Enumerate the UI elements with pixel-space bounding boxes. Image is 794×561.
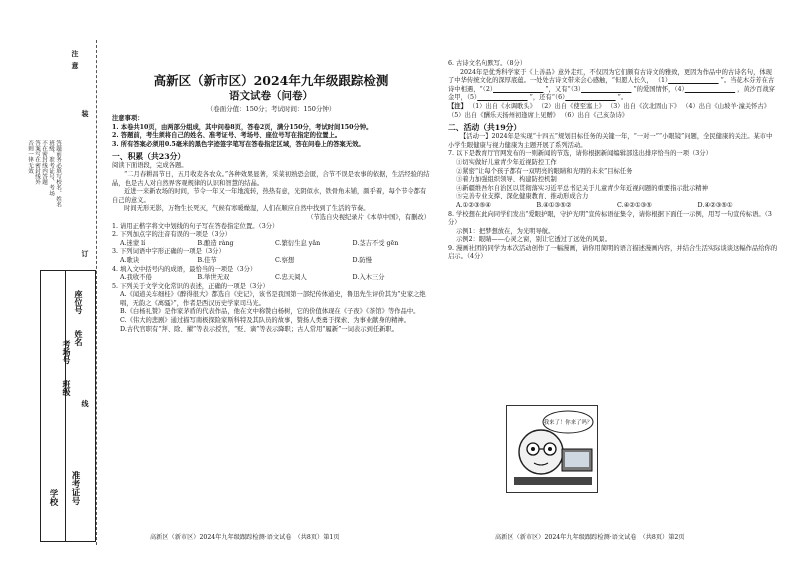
section-heading: 二、活动（共19分） [448, 123, 522, 133]
q6-text [448, 69, 778, 103]
q6-lead: 2024年是优秀科学家于《上善品》意外走红，不仅因为它们颇有古诗文的雅致，更因为作品中的古诗名句，体现了中华传统文化的深厚底蕴。一处处古诗文带来会心感触，“但愿人长久， [448, 68, 772, 85]
note-item: （1）出自《水调歌头》 [468, 102, 536, 110]
option: D.防慢 [352, 256, 372, 264]
binding-strip [0, 0, 104, 561]
exam-title: 高新区（新市区）2024年九年级跟踪检测 [153, 73, 389, 88]
exam-number-label: 准考证号 [70, 471, 80, 505]
option: D.茎吉不受 gēn [352, 239, 399, 247]
option: C.忠天阅人 [275, 274, 307, 282]
exam-subtitle: 语文试卷（问卷） [229, 90, 313, 102]
notes-line [448, 103, 778, 120]
q5-option-b: B.《白杨礼赞》是作家茅盾的代表作品，他在文中称赞白杨树，它的价值体现在《子夜》《茶馆》等作品中。 [120, 308, 420, 316]
passage-paragraph: “二月春耕昌节日，五月收麦各农众。”各种效果显著，采菜初熟恐会匿，合节不误是农事的依据，生活经验的结晶，也是古人对自然界客观规律的认识和智慧的结晶。 [112, 170, 430, 187]
name-label: 姓名 [74, 330, 84, 346]
option: C.繁衍生息 yǎn [275, 239, 321, 247]
question-4: 4. 填入文中括号内的成语，最恰当的一项是（3分） [112, 265, 257, 273]
option: C.察想 [275, 256, 295, 264]
blank-6: ”，还有“（6） [529, 94, 566, 102]
bind-word: 订 [81, 250, 90, 257]
question-9: 9. 漫画社团的同学为本次活动创作了一幅漫画，请你用简明的语言描述漫画内容，并结合生活实际谈谈这幅作品给你的启示。（4分） [448, 244, 778, 261]
q8-example-2: 示例2：眼睛——心灵之窗，别让它透过了远处的风景。 [456, 236, 612, 244]
cartoon-bubble-text: 我来了！你来了吗？ [543, 420, 593, 426]
q7-item: ②紧密“让每个孩子都有一双明亮的眼睛和光明的未来”目标任务 [456, 167, 633, 175]
page-footer-right: 高新区（新市区）2024年九年级跟踪检测·语文试卷 （共8页）第2页 [495, 534, 685, 541]
class-label: 班级 [62, 380, 72, 396]
left-column [112, 48, 430, 334]
note-item: （3）出自《次北固山下》 [606, 102, 681, 110]
note-item: （5）出自《酬乐天扬州初逢席上见赠》 [448, 111, 560, 119]
option: D.入木三分 [352, 274, 385, 282]
passage-paragraph: 时间无形无影，万物生长死灭，气候有寒暖燥湿，人们在顺应自然中找到了生活的节奏。 [124, 205, 370, 213]
bind-word: 意 [71, 62, 80, 69]
section-heading: 一、积累（共23分） [112, 152, 186, 162]
binding-note: 否则一律无效 [27, 140, 33, 174]
question-5: 5. 下列关于文学文化常识的表述，正确的一项是（3分） [112, 282, 269, 290]
cartoon-illustration [506, 405, 598, 493]
reading-intro: 阅读下面语段，完成各题。 [112, 162, 188, 170]
q4-options [112, 274, 430, 283]
binding-note: 答题前务必填写校名、姓名 [55, 140, 61, 208]
q3-options [112, 257, 430, 266]
bind-word: 装 [81, 110, 90, 117]
question-8: 8. 学校想在此向同学们发出“爱眼护眼，守护光明”宣传标语征集令，请你根据下面任一示例，用写一句宣传标语。（3分） [448, 210, 772, 227]
q7-item: ③着力加强组织领导、构建防控机制 [456, 176, 557, 184]
q6-end: ”。 [617, 94, 628, 102]
divider [65, 271, 66, 541]
bind-word: 注 [71, 50, 80, 57]
notice-heading: 注意事项： [112, 115, 144, 122]
binding-dashed-line [96, 40, 97, 545]
cartoon-drawing [506, 405, 598, 493]
seat-label: 座位号 [74, 290, 84, 314]
right-column [448, 60, 778, 262]
note-item: （2）出自《使至塞上》 [537, 102, 605, 110]
passage-source: （节选自央视纪录片《本草中国》，有删改） [307, 213, 430, 221]
question-6: 6. 古诗文名句默写。（8分） [448, 60, 527, 67]
binding-note: 班级、准考证号、考场 [48, 140, 54, 196]
bind-word: 线 [81, 400, 90, 407]
notice-item: 3. 所有答案必须用0.5毫米的黑色字迹签字笔写在答卷指定区域，答在问卷上的答案无效。 [112, 140, 365, 148]
q7-options [448, 202, 778, 211]
blank-5: ，黄沙百战穿金甲，（5） [448, 85, 775, 102]
blank-3: ”，又有“（3） [545, 85, 582, 93]
option: A.迷蒙 lí [120, 239, 146, 247]
q7-item: ⑤完善专业支撑、深化健康教育、推动形成合力 [456, 193, 589, 201]
notice-item: 1. 本卷共10页，由两部分组成，其中问卷8页，答卷2页，满分150分，考试时间150分钟。 [112, 123, 373, 131]
option: A.我收不倦 [120, 274, 152, 282]
binding-note: 答案写在密封线外 [34, 140, 40, 185]
option: A.歌诀 [120, 256, 140, 264]
q5-option-a: A.《闻道关车细桂》《醉得很大》都选自《史记》，该书是我国第一部纪传体通史，鲁迅先生评价其为“史家之绝唱，无韵之《离骚》”，作者是西汉历史学家司马光。 [120, 291, 426, 307]
question-1: 1. 请用正楷字将文中划线的句子写在答卷指定位置。（3分） [112, 222, 279, 230]
blank-2: ”。当花木芬芳在古诗中相遇，“（2） [448, 77, 775, 93]
blank-1: （1） [654, 77, 669, 85]
note-item: （6）出自《己亥杂诗》 [561, 111, 629, 119]
blank-4: ”的爱国情怀，（4） [633, 85, 685, 93]
option: D.④②③⑤① [697, 201, 733, 209]
option: B.酿造 ràng [197, 239, 234, 247]
notes-heading: 【注】 [448, 102, 467, 110]
question-2: 2. 下列加点字的注音有误的一项是（3分） [112, 231, 232, 239]
q8-example-1: 示例1：把梦想放在，为光明导航。 [456, 227, 555, 235]
student-id-box[interactable] [40, 270, 96, 542]
page-footer-left: 高新区（新市区）2024年九年级跟踪检测·语文试卷 （共8页）第1页 [150, 534, 340, 541]
question-3: 3. 下列词语中字形正确的一项是（3分） [112, 248, 225, 256]
q7-item: ①切实做好儿童青少年近视防控工作 [456, 158, 557, 166]
exam-room-label: 考场号 [62, 340, 72, 364]
notice-item: 2. 答题前，考生须将自己的姓名、准考证号、考场号、座位号写在指定的位置上。 [112, 132, 342, 140]
binding-note: 不在密封线内答题 [41, 140, 47, 185]
q5-option-c: C.《伟大的悲剧》通过描写南极探险家斯科特及其队员的故事，赞扬人类勇于探索、为事业献身的精神。 [120, 317, 410, 325]
score-info: （卷面分值：150分；考试时间：150分钟） [206, 105, 336, 113]
q5-option-d: D.古代官职有“拜、除、擢”等表示授官，“贬、谪”等表示降职；古人常用“履新”一词表示到任新职。 [120, 325, 399, 333]
option: B.④①③⑤② [536, 201, 572, 209]
option: B.佳节 [197, 256, 217, 264]
question-7: 7. 以下是教育厅官网发布的一则新闻的节选，请你根据新闻编辑部选出排序恰当的一项（3分） [448, 150, 712, 158]
option: C.④②①③⑤ [617, 201, 652, 209]
school-label: 学校 [48, 489, 58, 506]
passage-paragraph: 近进一来新农场的时间，节令一年又一年地流转，热热有意，光阴似水，铁骨角未铺，颜乎着，每个节令都有自己的意义。 [112, 188, 427, 204]
activity-intro: 【活动一】2024年是实现“十四五”规划目标任务的关键一年，“一对一”“小眼镜”问题，全民健康的关注。某市中小学生眼健康与视力健康为主题开展了系列活动。 [448, 133, 773, 149]
q7-item: ④新疆维吾尔自治区以贯彻落实习近平总书记关于儿童青少年近视问题的重要指示批示精神 [456, 184, 708, 192]
note-item: （4）出自《山坡羊·潼关怀古》 [682, 102, 771, 110]
option: B.举世无双 [197, 274, 230, 282]
option: A.①②③⑤④ [456, 201, 491, 209]
